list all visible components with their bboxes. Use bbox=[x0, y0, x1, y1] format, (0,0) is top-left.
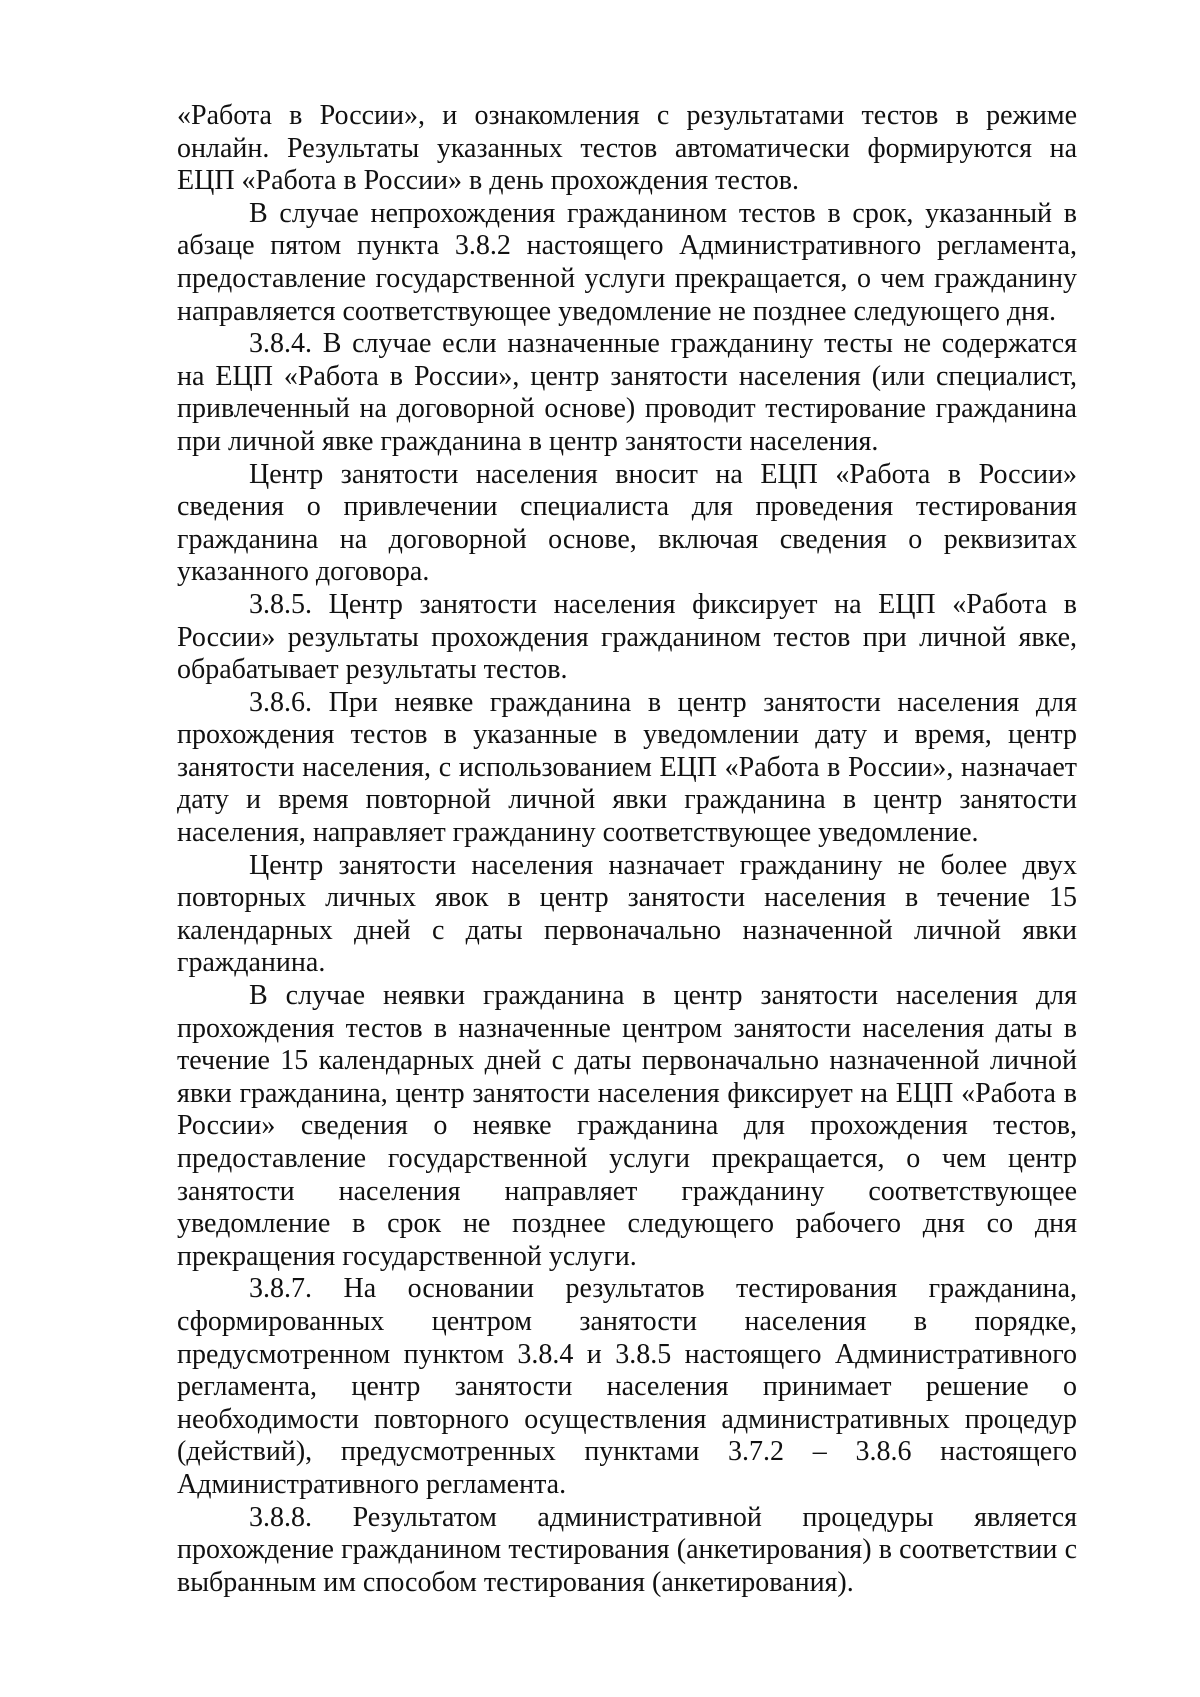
paragraph-3-8-6: 3.8.6. При неявке гражданина в центр занятости населения для прохождения тестов в указанные в уведомлении дату и время, центр занятости населения, с использованием ЕЦП «Работа в России», назначает дату и время повторной личной явки гражданина в центр занятости населения, направляет гражданину соответствующее уведомление. bbox=[177, 686, 1077, 849]
paragraph-3-8-4: 3.8.4. В случае если назначенные гражданину тесты не содержатся на ЕЦП «Работа в России», центр занятости населения (или специалист, привлеченный на договорной основе) проводит тестирование гражданина при личной явке гражданина в центр занятости населения. bbox=[177, 328, 1077, 457]
paragraph-3-8-8: 3.8.8. Результатом административной процедуры является прохождение гражданином тестирования (анкетирования) в соответствии с выбранным им способом тестирования (анкетирования). bbox=[177, 1501, 1077, 1598]
paragraph-4: Центр занятости населения вносит на ЕЦП «Работа в России» сведения о привлечении специалиста для проведения тестирования гражданина на договорной основе, включая сведения о реквизитах указанного договора. bbox=[177, 458, 1077, 588]
paragraph-7: Центр занятости населения назначает гражданину не более двух повторных личных явок в центр занятости населения в течение 15 календарных дней с даты первоначально назначенной личной явки гражданина. bbox=[177, 849, 1077, 979]
document-page bbox=[177, 100, 1077, 1599]
paragraph-3-8-7: 3.8.7. На основании результатов тестирования гражданина, сформированных центром занятости населения в порядке, предусмотренном пунктом 3.8.4 и 3.8.5 настоящего Административного регламента, центр занятости населения принимает решение о необходимости повторного осуществления административных процедур (действий), предусмотренных пунктами 3.7.2 – 3.8.6 настоящего Административного регламента. bbox=[177, 1273, 1077, 1500]
paragraph-2: В случае непрохождения гражданином тестов в срок, указанный в абзаце пятом пункта 3.8.2 настоящего Административного регламента, предоставление государственной услуги прекращается, о чем гражданину направляется соответствующее уведомление не позднее следующего дня. bbox=[177, 197, 1077, 327]
paragraph-8: В случае неявки гражданина в центр занятости населения для прохождения тестов в назначенные центром занятости населения даты в течение 15 календарных дней с даты первоначально назначенной личной явки гражданина, центр занятости населения фиксирует на ЕЦП «Работа в России» сведения о неявке гражданина для прохождения тестов, предоставление государственной услуги прекращается, о чем центр занятости населения направляет гражданину соответствующее уведомление в срок не позднее следующего рабочего дня со дня прекращения государственной услуги. bbox=[177, 980, 1077, 1272]
paragraph-1: «Работа в России», и ознакомления с результатами тестов в режиме онлайн. Результаты указанных тестов автоматически формируются на ЕЦП «Работа в России» в день прохождения тестов. bbox=[177, 100, 1077, 197]
paragraph-3-8-5: 3.8.5. Центр занятости населения фиксирует на ЕЦП «Работа в России» результаты прохождения гражданином тестов при личной явке, обрабатывает результаты тестов. bbox=[177, 588, 1077, 686]
